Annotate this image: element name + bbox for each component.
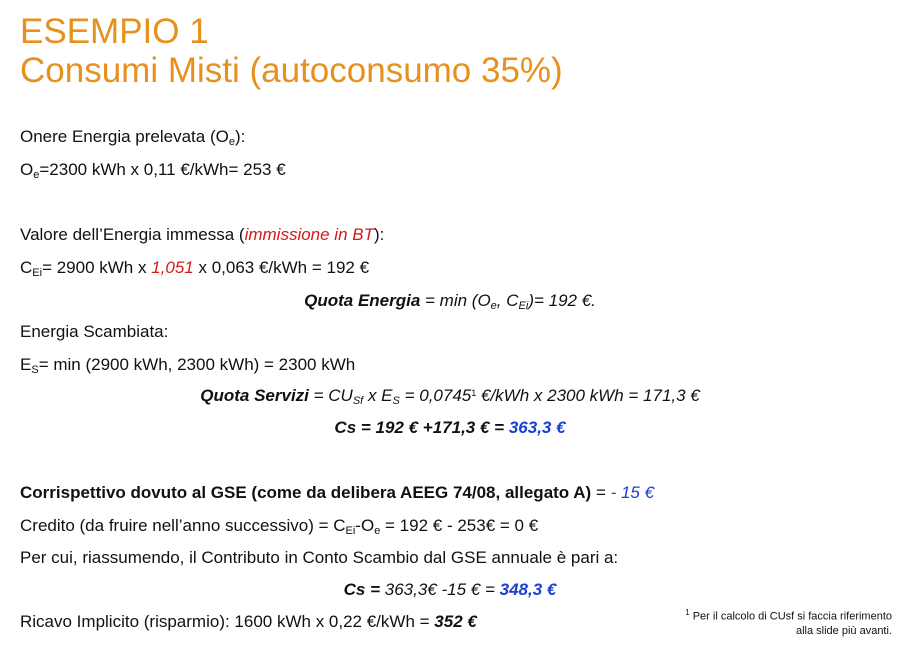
footnote: $^1$ Per il calcolo di CUsf si faccia riferimento alla slide più avanti. xyxy=(685,608,892,637)
onere-energia-formula: $O_e=2300$ kWh x 0,11 €/kWh= 253 € xyxy=(20,160,286,181)
valore-energia-heading: Valore dell’Energia immessa (immissione in BT): xyxy=(20,225,385,244)
quota-servizi-formula: Quota Servizi = $CU_{Sf}$ x $E_S = 0,0745^1$ €/kWh x 2300 kWh = 171,3 € xyxy=(200,386,700,407)
cs-total-formula: Cs = 192 € +171,3 € = 363,3 € xyxy=(334,418,566,437)
ricavo-implicito: Ricavo Implicito (risparmio): 1600 kWh x 0,22 €/kWh = 352 € xyxy=(20,612,477,631)
energia-scambiata-heading: Energia Scambiata: xyxy=(20,322,169,341)
quota-energia-formula: Quota Energia = $\min (O_e$, $C_{Ei})= 192$ €. xyxy=(304,291,596,312)
title-line-1: ESEMPIO 1 xyxy=(20,12,209,51)
credito-formula: Credito (da fruire nell’anno successivo) = $C_{Ei}-O_e = 192$ € - 253€ = 0 € xyxy=(20,516,539,537)
es-formula: $E_S= \min (2900$ kWh, 2300 kWh) = 2300 kWh xyxy=(20,355,356,376)
riassunto-text: Per cui, riassumendo, il Contributo in Conto Scambio dal GSE annuale è pari a: xyxy=(20,548,619,567)
cei-formula: $C_{Ei}= 2900$ kWh x 1,051 x 0,063 €/kWh = 192 € xyxy=(20,258,370,279)
cs-final-formula: Cs = 363,3€ -15 € = 348,3 € xyxy=(343,580,557,599)
corrispettivo-gse: Corrispettivo dovuto al GSE (come da delibera AEEG 74/08, allegato A) = - 15 € xyxy=(20,483,655,502)
title-line-2: Consumi Misti (autoconsumo 35%) xyxy=(20,51,563,90)
onere-energia-heading: Onere Energia prelevata $(O_e)$: xyxy=(20,127,246,148)
slide-title xyxy=(20,12,563,90)
